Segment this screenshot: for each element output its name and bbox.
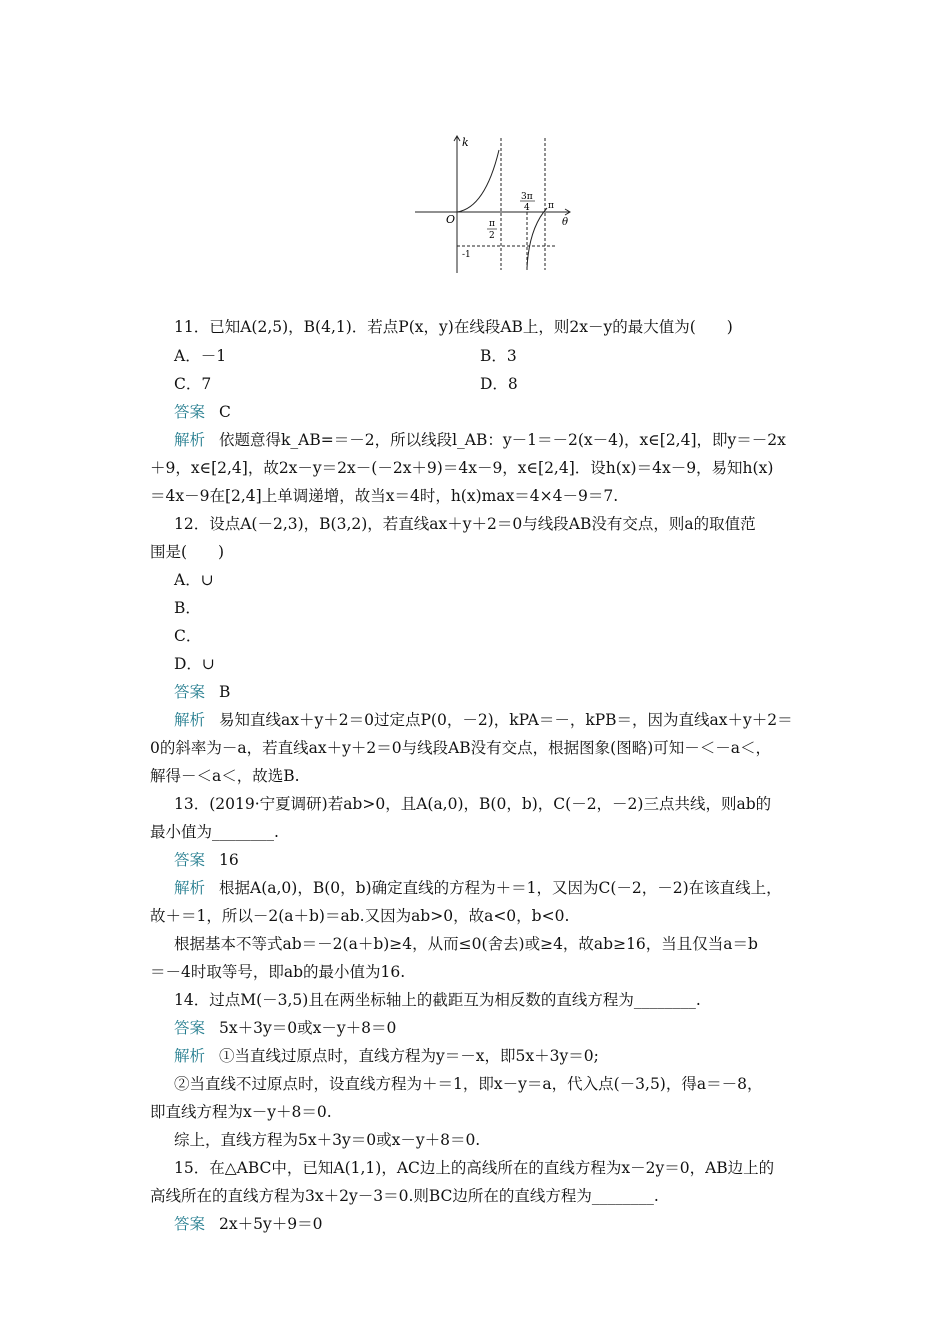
answer-label: 答案 — [174, 851, 206, 869]
line-body: C — [219, 403, 231, 421]
text-line: 根据基本不等式ab＝－2(a＋b)≥4，从而≤0(舍去)或≥4，故ab≥16，当且仅当a＝b — [174, 935, 758, 953]
text-line — [174, 1214, 860, 1234]
text-line — [174, 710, 860, 730]
text-line — [174, 682, 860, 702]
text-line: 0的斜率为－a，若直线ax＋y＋2＝0与线段AB没有交点，根据图象(图略)可知－＜－a＜， — [150, 739, 771, 757]
text-line: A．∪ — [174, 571, 214, 589]
text-line: 故＋＝1，所以－2(a＋b)＝ab.又因为ab>0，故a<0，b<0. — [150, 907, 570, 925]
text-line: 即直线方程为x－y＋8＝0. — [150, 1103, 332, 1121]
text-line — [174, 878, 860, 898]
answer-label: 答案 — [174, 683, 206, 701]
text-line: 11．已知A(2,5)，B(4,1)．若点P(x，y)在线段AB上，则2x－y的最大值为( ) — [174, 318, 733, 336]
text-line: 围是( ) — [150, 543, 225, 561]
text-line: C． — [174, 627, 202, 645]
line-body: 易知直线ax＋y＋2＝0过定点P(0，－2)，kPA＝－，kPB＝，因为直线ax＋y＋2＝ — [219, 711, 793, 729]
slope-angle-graph — [405, 128, 575, 278]
q11-option-c: C．7 — [174, 375, 212, 393]
line-body: B — [219, 683, 231, 701]
text-line: B． — [174, 599, 201, 617]
text-line: ＋9，x∈[2,4]，故2x－y＝2x－(－2x＋9)＝4x－9，x∈[2,4]．设h(x)＝4x－9，易知h(x) — [150, 459, 774, 477]
pi-label: π — [548, 201, 554, 211]
pi-half-label: π — [489, 219, 495, 229]
line-body: 2x＋5y＋9＝0 — [219, 1215, 323, 1233]
analysis-label: 解析 — [174, 1047, 206, 1065]
text-line: 解得－＜a＜，故选B. — [150, 767, 300, 785]
line-body: 依题意得k_AB=＝－2，所以线段l_AB：y－1＝－2(x－4)，x∈[2,4]，即y＝－2x — [219, 431, 786, 449]
line-body: 16 — [219, 851, 239, 869]
minus-one-label: -1 — [462, 250, 471, 260]
line-body: 5x＋3y＝0或x－y＋8＝0 — [219, 1019, 397, 1037]
text-line: 综上，直线方程为5x＋3y＝0或x－y＋8＝0. — [174, 1131, 481, 1149]
text-line: 15．在△ABC中，已知A(1,1)，AC边上的高线所在的直线方程为x－2y＝0，AB边上的 — [174, 1159, 775, 1177]
text-line: D．∪ — [174, 655, 215, 673]
text-line: ②当直线不过原点时，设直线方程为＋＝1，即x－y＝a，代入点(－3,5)，得a＝－8， — [174, 1075, 763, 1093]
text-line: 14．过点M(－3,5)且在两坐标轴上的截距互为相反数的直线方程为________. — [174, 991, 701, 1009]
axis-theta-label: θ — [562, 217, 569, 228]
answer-label: 答案 — [174, 403, 206, 421]
text-line: 13．(2019·宁夏调研)若ab>0，且A(a,0)，B(0，b)，C(－2，－2)三点共线，则ab的 — [174, 795, 772, 813]
text-line: 最小值为________. — [150, 823, 279, 841]
line-body: 根据A(a,0)，B(0，b)确定直线的方程为＋＝1，又因为C(－2，－2)在该直线上， — [219, 879, 782, 897]
text-line — [174, 402, 860, 422]
svg-text:4: 4 — [524, 203, 530, 213]
analysis-label: 解析 — [174, 711, 206, 729]
analysis-label: 解析 — [174, 431, 206, 449]
text-line: ＝4x－9在[2,4]上单调递增，故当x＝4时，h(x)max＝4×4－9＝7. — [150, 487, 619, 505]
q11-option-a: A．－1 — [174, 347, 227, 365]
answer-label: 答案 — [174, 1019, 206, 1037]
line-body: ①当直线过原点时，直线方程为y＝－x，即5x＋3y＝0; — [219, 1047, 599, 1065]
text-line: 高线所在的直线方程为3x＋2y－3＝0.则BC边所在的直线方程为________. — [150, 1187, 659, 1205]
answer-label: 答案 — [174, 1215, 206, 1233]
text-line — [174, 1018, 860, 1038]
text-line: 12．设点A(－2,3)，B(3,2)，若直线ax＋y＋2＝0与线段AB没有交点，则a的取值范 — [174, 515, 756, 533]
q11-option-d: D．8 — [480, 375, 518, 393]
analysis-label: 解析 — [174, 879, 206, 897]
svg-text:2: 2 — [489, 231, 495, 241]
text-line — [174, 430, 860, 450]
q11-option-b: B．3 — [480, 347, 517, 365]
text-line — [174, 850, 860, 870]
origin-label: O — [446, 213, 456, 226]
text-line: ＝－4时取等号，即ab的最小值为16. — [150, 963, 406, 981]
text-line — [174, 1046, 860, 1066]
axis-k-label: k — [462, 136, 469, 149]
three-pi-four-label: 3π — [521, 192, 533, 202]
